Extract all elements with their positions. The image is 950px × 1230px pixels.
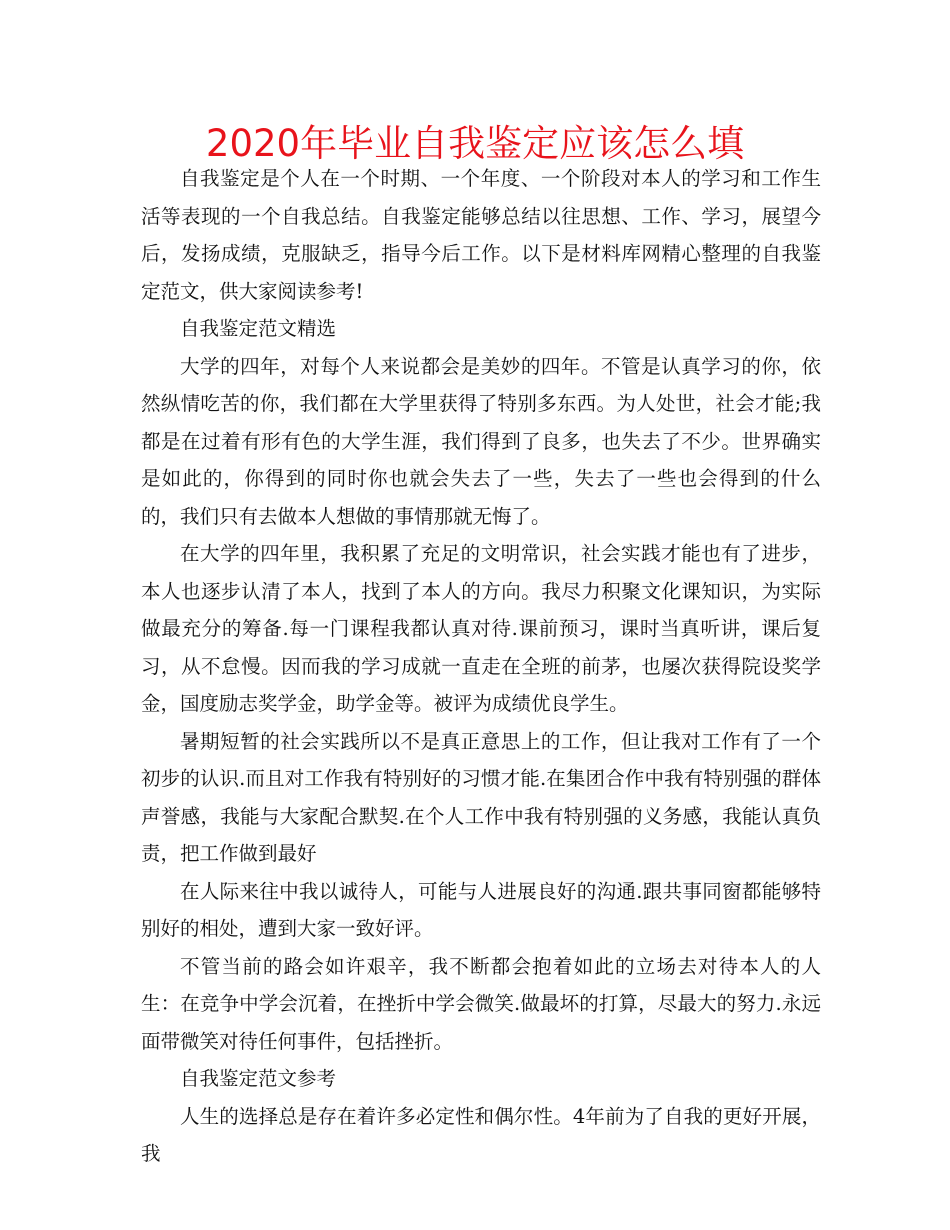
- body-paragraph: 人生的选择总是存在着许多必定性和偶尔性。4年前为了自我的更好开展，我: [141, 1104, 821, 1165]
- body-paragraph: 暑期短暂的社会实践所以不是真正意思上的工作，但让我对工作有了一个初步的认识.而且对工作我有特别好的习惯才能.在集团合作中我有特别强的群体声誉感，我能与大家配合默契.在个人工作中我有特别强的义务感，我能认真负责，把工作做到最好: [141, 729, 821, 865]
- section-heading-selected: 自我鉴定范文精选: [180, 317, 337, 340]
- body-paragraph: 不管当前的路会如许艰辛，我不断都会抱着如此的立场去对待本人的人生：在竞争中学会沉着，在挫折中学会微笑.做最坏的打算，尽最大的努力.永远面带微笑对待任何事件，包括挫折。: [141, 954, 821, 1053]
- document-body: [141, 160, 821, 1173]
- section-heading-reference: 自我鉴定范文参考: [180, 1067, 337, 1090]
- body-paragraph: 大学的四年，对每个人来说都会是美妙的四年。不管是认真学习的你，依然纵情吃苦的你，我们都在大学里获得了特别多东西。为人处世，社会才能;我都是在过着有形有色的大学生涯，我们得到了良多，也失去了不少。世界确实是如此的，你得到的同时你也就会失去了一些，失去了一些也会得到的什么的，我们只有去做本人想做的事情那就无悔了。: [141, 354, 821, 528]
- document-title: 2020年毕业自我鉴定应该怎么填: [205, 122, 745, 165]
- intro-paragraph: 自我鉴定是个人在一个时期、一个年度、一个阶段对本人的学习和工作生活等表现的一个自我总结。自我鉴定能够总结以往思想、工作、学习，展望今后，发扬成绩，克服缺乏，指导今后工作。以下是材料库网精心整理的自我鉴定范文，供大家阅读参考!: [141, 167, 821, 303]
- body-paragraph: 在人际来往中我以诚待人，可能与人进展良好的沟通.跟共事同窗都能够特别好的相处，遭到大家一致好评。: [141, 879, 821, 940]
- body-paragraph: 在大学的四年里，我积累了充足的文明常识，社会实践才能也有了进步，本人也逐步认清了本人，找到了本人的方向。我尽力积聚文化课知识，为实际做最充分的筹备.每一门课程我都认真对待.课前预习，课时当真听讲，课后复习，从不怠慢。因而我的学习成就一直走在全班的前茅，也屡次获得院设奖学金，国度励志奖学金，助学金等。被评为成绩优良学生。: [141, 542, 821, 715]
